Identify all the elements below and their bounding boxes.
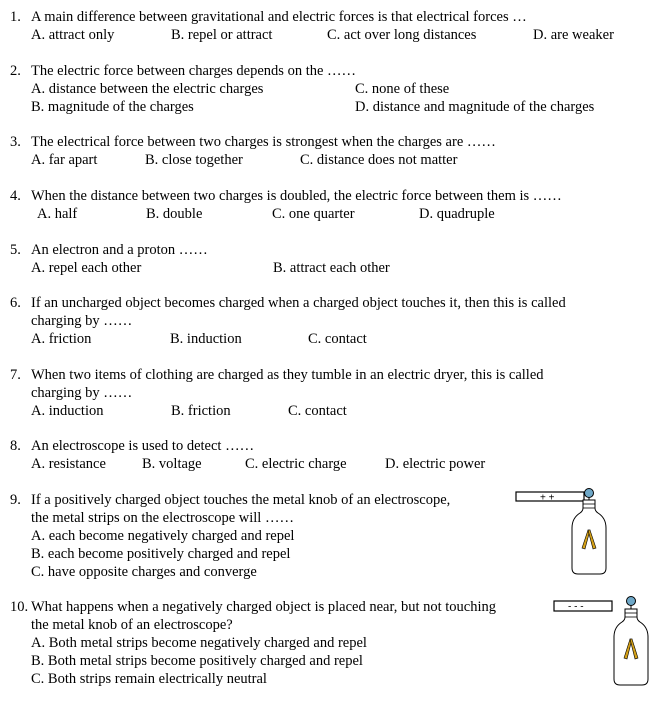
- question-number: 1.: [10, 9, 21, 25]
- option-a: A. each become negatively charged and repel: [31, 528, 295, 544]
- option-b: B. attract each other: [273, 260, 390, 276]
- option-b: B. induction: [170, 331, 242, 347]
- option-c: C. have opposite charges and converge: [31, 564, 257, 580]
- option-a: A. half: [37, 206, 78, 222]
- rod-charge-label: - - -: [568, 601, 584, 613]
- question-stem: The electrical force between two charges is strongest when the charges are ……: [31, 134, 496, 150]
- question-number: 10.: [10, 599, 29, 615]
- question-number: 6.: [10, 295, 21, 311]
- option-a: A. friction: [31, 331, 92, 347]
- option-b: B. magnitude of the charges: [31, 99, 194, 115]
- option-b: B. each become positively charged and repel: [31, 546, 291, 562]
- option-a: A. attract only: [31, 27, 115, 43]
- option-b: B. voltage: [142, 456, 202, 472]
- option-a: A. resistance: [31, 456, 106, 472]
- option-b: B. repel or attract: [171, 27, 273, 43]
- question-stem: A main difference between gravitational and electric forces is that electrical forces …: [31, 9, 527, 25]
- option-c: C. act over long distances: [327, 27, 477, 43]
- question-number: 7.: [10, 367, 21, 383]
- question-stem-line-2: the metal strips on the electroscope will ……: [31, 510, 294, 526]
- option-d: D. are weaker: [533, 27, 614, 43]
- question-number: 3.: [10, 134, 21, 150]
- option-a: A. induction: [31, 403, 104, 419]
- question-number: 2.: [10, 63, 21, 79]
- question-stem-line-1: If an uncharged object becomes charged when a charged object touches it, then this is called: [31, 295, 566, 311]
- option-c: C. none of these: [355, 81, 450, 97]
- option-a: A. distance between the electric charges: [31, 81, 264, 97]
- question-stem: An electroscope is used to detect ……: [31, 438, 255, 454]
- question-stem-line-2: charging by ……: [31, 313, 133, 329]
- question-stem: An electron and a proton ……: [31, 242, 208, 258]
- question-stem-line-1: When two items of clothing are charged as they tumble in an electric dryer, this is called: [31, 367, 544, 383]
- option-c: C. contact: [308, 331, 367, 347]
- rod-charge-label: + +: [540, 492, 555, 504]
- question-stem: The electric force between charges depends on the ……: [31, 63, 357, 79]
- option-a: A. far apart: [31, 152, 98, 168]
- option-c: C. distance does not matter: [300, 152, 458, 168]
- electroscope-figure-10: [552, 593, 652, 689]
- question-stem-line-2: the metal knob of an electroscope?: [31, 617, 233, 633]
- option-b: B. friction: [171, 403, 231, 419]
- question-stem-line-1: If a positively charged object touches the metal knob of an electroscope,: [31, 492, 451, 508]
- option-c: C. Both strips remain electrically neutral: [31, 671, 267, 687]
- option-d: D. electric power: [385, 456, 486, 472]
- option-b: B. close together: [145, 152, 243, 168]
- electroscope-figure-9: [512, 486, 612, 578]
- question-stem: When the distance between two charges is doubled, the electric force between them is ……: [31, 188, 562, 204]
- question-stem-line-2: charging by ……: [31, 385, 133, 401]
- option-a: A. Both metal strips become negatively charged and repel: [31, 635, 367, 651]
- electroscope-knob: [585, 489, 594, 498]
- electroscope-knob: [627, 597, 636, 606]
- question-number: 4.: [10, 188, 21, 204]
- option-b: B. double: [146, 206, 203, 222]
- option-d: D. quadruple: [419, 206, 495, 222]
- electroscope-jar: [572, 500, 606, 574]
- option-c: C. one quarter: [272, 206, 355, 222]
- option-d: D. distance and magnitude of the charges: [355, 99, 595, 115]
- question-number: 5.: [10, 242, 21, 258]
- question-number: 8.: [10, 438, 21, 454]
- option-b: B. Both metal strips become positively charged and repel: [31, 653, 363, 669]
- electroscope-jar: [614, 609, 648, 685]
- question-stem-line-1: What happens when a negatively charged object is placed near, but not touching: [31, 599, 497, 615]
- option-c: C. contact: [288, 403, 347, 419]
- option-a: A. repel each other: [31, 260, 142, 276]
- question-number: 9.: [10, 492, 21, 508]
- option-c: C. electric charge: [245, 456, 347, 472]
